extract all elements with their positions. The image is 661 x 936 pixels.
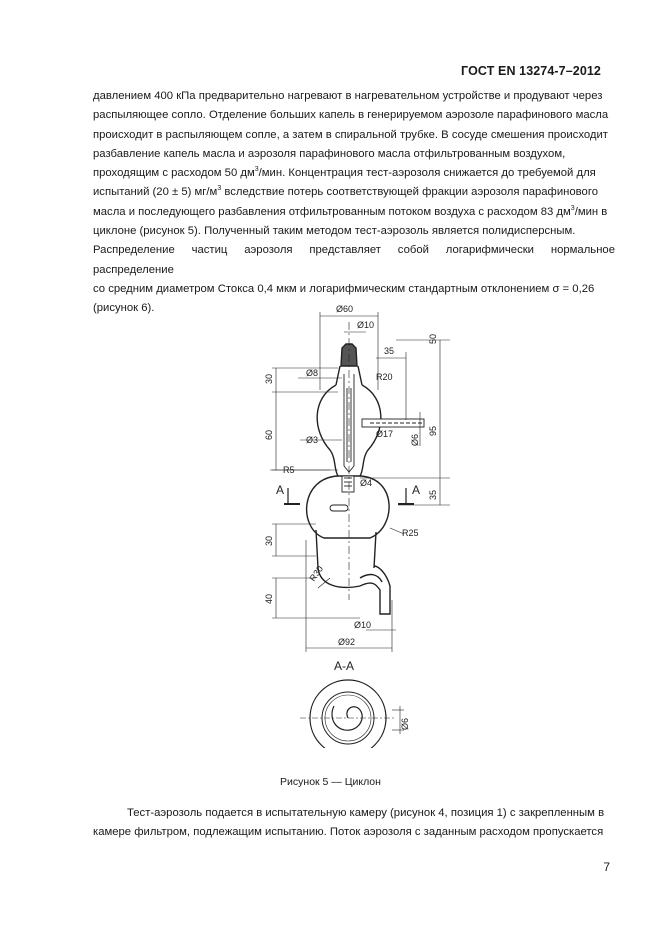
text-line: камере фильтром, подлежащим испытанию. Поток аэрозоля с заданным расходом пропускается (93, 826, 604, 839)
dim-label: Ø6 (410, 433, 420, 446)
text-line: Тест-аэрозоль подается в испытательную камеру (рисунок 4, позиция 1) с закрепленным в (127, 807, 605, 819)
superscript: 3 (570, 205, 575, 213)
dim-label: R30 (307, 563, 326, 584)
dim-label: R5 (283, 465, 295, 475)
dim-label: Ø92 (338, 637, 356, 647)
text-line: циклоне (рисунок 5). Полученный таким методом тест-аэрозоль является полидисперсным. (93, 225, 576, 238)
text-line: давлением 400 кПа предварительно нагревают в нагревательном устройстве и продувают через (93, 90, 603, 102)
dim-label: 30 (264, 373, 274, 384)
dim-label: 40 (264, 593, 274, 604)
cyclone-drawing (240, 298, 470, 748)
neck-right (358, 366, 362, 385)
paragraph-1 (93, 87, 615, 319)
dim-label: 35 (428, 489, 438, 500)
dim-label: 60 (264, 429, 274, 440)
superscript: 3 (254, 166, 259, 174)
dim-label: Ø60 (336, 304, 354, 314)
dim-label: Ø10 (357, 320, 375, 330)
text-line: распыляющее сопло. Отделение больших капель в генерируемом аэрозоле парафинового масла (93, 109, 609, 122)
text-line (93, 164, 615, 183)
dim-label: Ø3 (306, 435, 319, 445)
text-fragment: испытаний (20 ± 5) мг/м (93, 186, 218, 199)
text-line (93, 203, 615, 222)
neck-left (336, 366, 340, 385)
outlet-inner (360, 575, 382, 582)
outlet-pipe (360, 566, 390, 614)
figure-caption: Рисунок 5 — Циклон (280, 776, 381, 788)
text-fragment: проходящим с расходом 50 дм (93, 167, 255, 180)
text-fragment: /мин. Концентрация тест-аэрозоля снижается до требуемой для (258, 167, 596, 180)
dim-label: 30 (264, 535, 274, 546)
section-outer (310, 680, 386, 748)
section-view (300, 680, 410, 748)
text-line: разбавление капель масла и аэрозоля парафинового масла отфильтрованным воздухом, (93, 147, 566, 160)
text-fragment: вследствие потерь соответствующей фракции аэрозоля парафинового (221, 186, 598, 199)
section-label: А-А (334, 659, 355, 673)
dim-label: 50 (428, 333, 438, 344)
dim-label: Ø8 (306, 368, 319, 378)
dim-label: A (412, 483, 421, 497)
dim-label: Ø6 (400, 717, 410, 730)
text-line: происходит в распыляющем сопле, а затем в спиральной трубке. В сосуде смешения происходит (93, 128, 608, 141)
standard-header: ГОСТ EN 13274-7–2012 (461, 64, 601, 78)
dim-label: Ø4 (360, 478, 373, 488)
slot (330, 505, 348, 511)
page-number: 7 (603, 860, 610, 874)
text-line: Распределение частиц аэрозоля представляет собой логарифмически нормальное распределение (93, 244, 615, 276)
dim-label: Ø17 (376, 429, 394, 439)
dim-label: R20 (376, 372, 393, 382)
text-fragment: /мин в (574, 205, 608, 218)
dim-label: 35 (384, 346, 395, 356)
dim-label: 95 (428, 425, 438, 436)
text-line: со средним диаметром Стокса 0,4 мкм и логарифмическим стандартным отклонением σ = 0,26 (93, 282, 595, 295)
paragraph-2 (93, 804, 615, 843)
superscript: 3 (217, 185, 222, 193)
text-fragment: масла и последующего разбавления отфильтрованным потоком воздуха с расходом 83 дм (93, 205, 571, 218)
text-line: (рисунок 6). (93, 302, 155, 315)
dim-label: A (276, 483, 285, 497)
lower-body-right (374, 532, 376, 568)
text-line (93, 183, 615, 202)
dim-label: Ø10 (354, 620, 372, 630)
dim-label: R25 (402, 528, 419, 538)
